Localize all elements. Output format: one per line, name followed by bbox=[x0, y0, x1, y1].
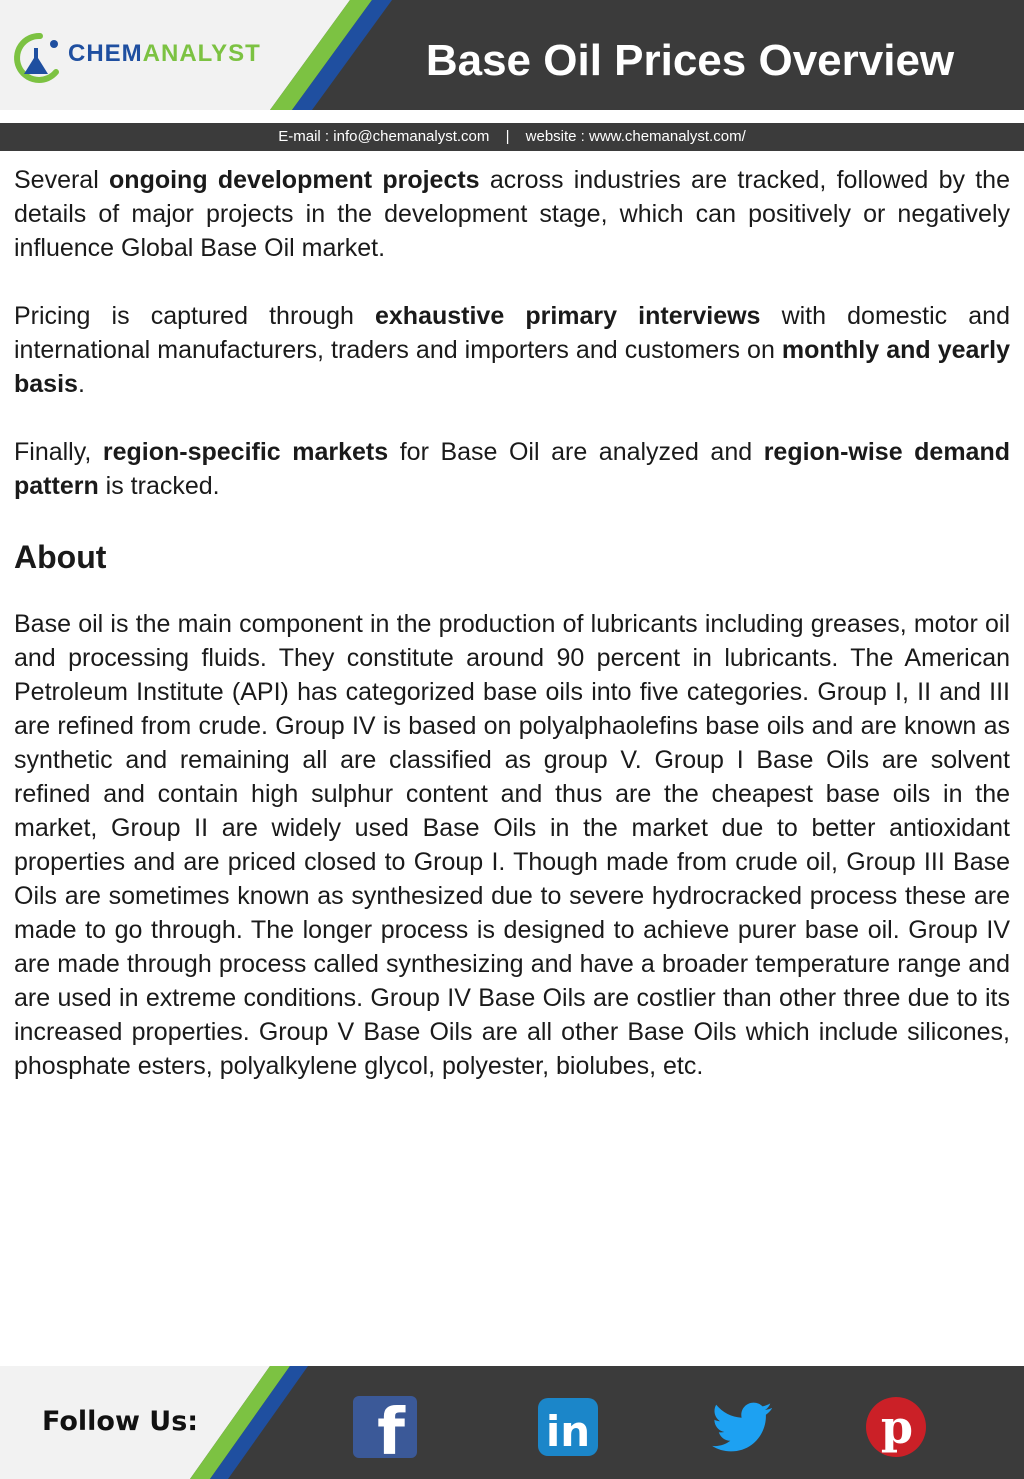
facebook-glyph bbox=[353, 1396, 417, 1458]
p2-text-2: with domestic and international manufacturers, traders and importers and customers on bbox=[14, 302, 1010, 364]
linkedin-glyph bbox=[536, 1396, 600, 1458]
p1-bold-1: ongoing development projects bbox=[109, 166, 480, 194]
brand-logo[interactable] bbox=[10, 28, 300, 88]
p2-text-3: . bbox=[77, 370, 85, 398]
brand-part-analyst: ANALYST bbox=[142, 40, 261, 67]
about-paragraph: Base oil is the main component in the production of lubricants including greases, motor oil and processing fluids. They constitute around 90 percent in lubricants. The American Petroleum Institute (API) has categorized base oils into five categories. Group I, II and III are refined from crude. Group IV is based on polyalphaolefins base oils and are known as synthetic and remaining all are classified as group V. Group I Base Oils are solvent refined and contain high sulphur content and thus are the cheapest base oils in the market, Group II are widely used Base Oils in the market due to better antioxidant properties and are priced closed to Group I. Though made from crude oil, Group III Base Oils are sometimes known as synthesized due to severe hydrocracked process these are made to go through. The longer process is designed to achieve purer base oil. Group IV are made through process called synthesizing and have a broader temperature range and are used in extreme conditions. Group IV Base Oils are costlier than other three due to its increased properties. Group V Base Oils are all other Base Oils which include silicones, phosphate esters, polyalkylene glycol, polyester, biolubes, etc. bbox=[14, 610, 1010, 1080]
brand-part-chem: CHEM bbox=[68, 40, 143, 67]
p3-bold-2: region-wise demand pattern bbox=[14, 438, 1011, 500]
region-paragraph bbox=[14, 435, 1010, 503]
about-heading: About bbox=[14, 539, 107, 575]
p3-text-2: for Base Oil are analyzed and bbox=[388, 438, 764, 466]
website-link[interactable]: website : www.chemanalyst.com/ bbox=[525, 128, 746, 145]
twitter-glyph bbox=[712, 1396, 776, 1458]
p3-text-1: Finally, bbox=[14, 438, 103, 466]
follow-us-label: Follow Us: bbox=[42, 1406, 199, 1437]
p2-text-1: Pricing is captured through bbox=[14, 302, 375, 330]
brand-wordmark bbox=[68, 40, 261, 68]
pinterest-icon[interactable] bbox=[864, 1396, 928, 1458]
linkedin-icon[interactable] bbox=[536, 1396, 600, 1458]
svg-text:in: in bbox=[545, 1407, 591, 1456]
page-title: Base Oil Prices Overview bbox=[425, 36, 955, 85]
pricing-paragraph bbox=[14, 299, 1010, 401]
p3-bold-1: region-specific markets bbox=[102, 438, 389, 466]
footer-band bbox=[0, 1366, 1024, 1479]
intro-paragraph bbox=[14, 163, 1010, 265]
p2-bold-1: exhaustive primary interviews bbox=[375, 302, 761, 330]
contact-separator: | bbox=[505, 128, 510, 145]
svg-text:f: f bbox=[377, 1396, 405, 1458]
facebook-icon[interactable] bbox=[353, 1396, 417, 1458]
pinterest-glyph bbox=[864, 1396, 928, 1458]
twitter-icon[interactable] bbox=[712, 1396, 776, 1458]
p2-bold-2: monthly and yearly basis bbox=[14, 336, 1010, 398]
header-band bbox=[0, 0, 1024, 110]
p1-text-1: Several bbox=[14, 166, 110, 194]
svg-text:p: p bbox=[880, 1400, 914, 1454]
p1-text-2: across industries are tracked, followed by the details of major projects in the development stage, which can positively or negatively influence Global Base Oil market. bbox=[14, 166, 1010, 262]
contact-bar bbox=[0, 123, 1024, 151]
email-link[interactable]: E-mail : info@chemanalyst.com bbox=[278, 128, 490, 145]
flask-logo-icon bbox=[10, 28, 66, 88]
p3-text-3: is tracked. bbox=[98, 472, 220, 500]
main-content bbox=[14, 163, 1010, 1117]
